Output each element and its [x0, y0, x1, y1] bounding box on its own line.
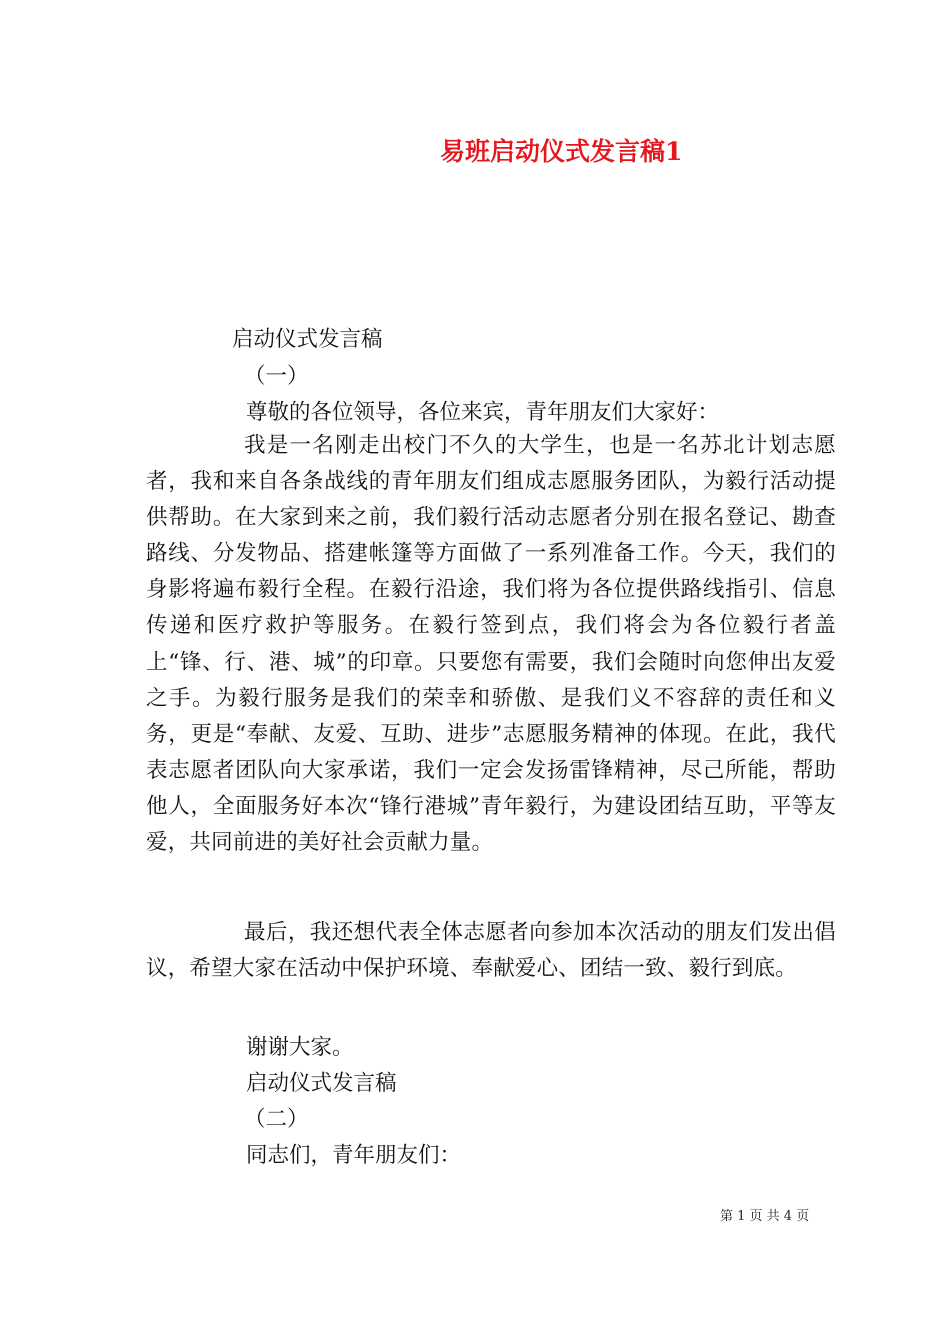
section2-heading: 启动仪式发言稿 [246, 1071, 397, 1096]
document-title: 易班启动仪式发言稿1 [440, 137, 683, 166]
section1-heading: 启动仪式发言稿 [232, 327, 383, 352]
section2-salutation: 同志们，青年朋友们： [246, 1143, 462, 1168]
section1-number: （一） [244, 364, 309, 389]
section2-number: （二） [244, 1107, 309, 1132]
section1-paragraph-2: 最后，我还想代表全体志愿者向参加本次活动的朋友们发出倡议，希望大家在活动中保护环境、奉献爱心、团结一致、毅行到底。 [146, 920, 836, 982]
page-footer: 第 1 页 共 4 页 [720, 1209, 810, 1224]
section1-closing: 谢谢大家。 [246, 1035, 354, 1060]
section1-paragraph-1: 我是一名刚走出校门不久的大学生，也是一名苏北计划志愿者，我和来自各条战线的青年朋友们组成志愿服务团队，为毅行活动提供帮助。在大家到来之前，我们毅行活动志愿者分别在报名登记、勘查路线、分发物品、搭建帐篷等方面做了一系列准备工作。今天，我们的身影将遍布毅行全程。在毅行沿途，我们将为各位提供路线指引、信息传递和医疗救护等服务。在毅行签到点，我们将会为各位毅行者盖上“锋、行、港、城”的印章。只要您有需要，我们会随时向您伸出友爱之手。为毅行服务是我们的荣幸和骄傲、是我们义不容辞的责任和义务，更是“奉献、友爱、互助、进步”志愿服务精神的体现。在此，我代表志愿者团队向大家承诺，我们一定会发扬雷锋精神，尽己所能，帮助他人，全面服务好本次“锋行港城”青年毅行，为建设团结互助，平等友爱，共同前进的美好社会贡献力量。 [146, 433, 836, 856]
section1-salutation: 尊敬的各位领导，各位来宾，青年朋友们大家好： [246, 400, 720, 425]
